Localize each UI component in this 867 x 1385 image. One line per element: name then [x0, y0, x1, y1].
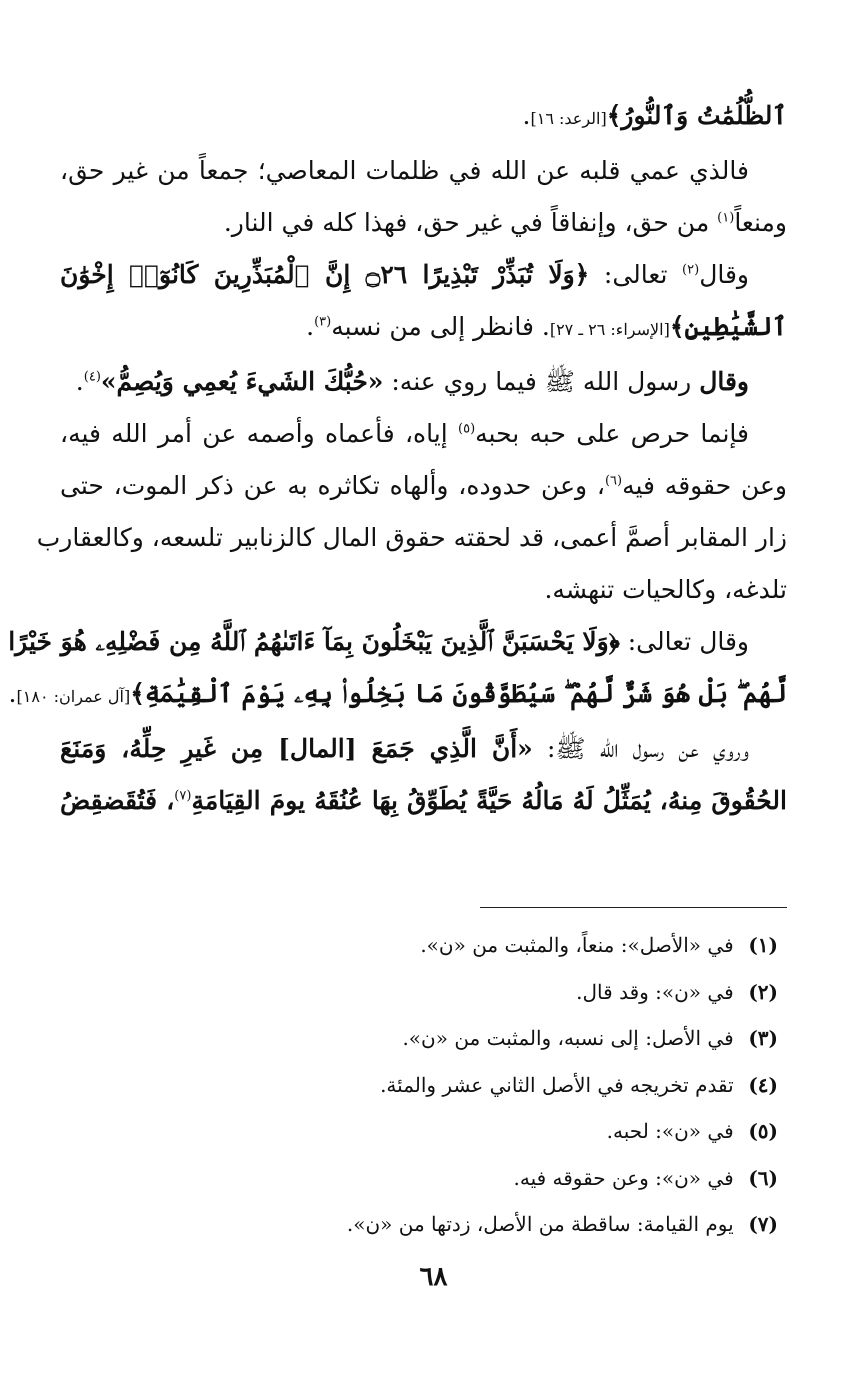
footnote-number: (٢) — [748, 979, 778, 1004]
quran-verse: ٱلشَّيَٰطِينِ﴾ — [669, 312, 787, 341]
footnote-marker: (٧) — [174, 788, 192, 804]
text-line — [60, 564, 787, 616]
footnote — [60, 1201, 778, 1248]
text-segment: وقال تعالى: — [619, 627, 749, 656]
footnote-number: (١) — [748, 933, 778, 957]
text-segment: من حق، وإنفاقاً في غير حق، فهذا كله في النار. — [223, 208, 718, 237]
text-line — [60, 356, 787, 408]
text-line — [60, 775, 787, 827]
footnote-number: (٧) — [748, 1212, 778, 1236]
text-line — [36, 512, 787, 564]
footnote-marker: (٣) — [314, 314, 332, 330]
footnote-text: يوم القيامة: ساقطة من الأصل، زدتها من «ن». — [346, 1212, 734, 1236]
footnote-text: في «ن»: لحبه. — [606, 1119, 734, 1143]
footnote — [60, 969, 778, 1016]
text-segment: «أَنَّ الَّذِي جَمَعَ [المال] مِن غَيرِ حِلِّهُ، وَمَنَعَ — [60, 734, 533, 763]
footnote-marker: (٦) — [604, 473, 623, 489]
text-line — [60, 460, 787, 512]
main-text — [8, 90, 787, 827]
text-segment: ومنعاً — [734, 208, 787, 237]
footnote — [60, 1015, 778, 1062]
footnote-number: (٣) — [748, 1026, 778, 1050]
page-number: ٦٨ — [419, 1262, 448, 1292]
verse-reference: [الإسراء: ٢٦ ـ ٢٧] — [549, 320, 670, 339]
text-segment: . — [306, 312, 315, 341]
footnote-marker: (٢) — [682, 262, 700, 278]
footnotes — [60, 922, 778, 1248]
text-segment: فالذي عمي قلبه عن الله في ظلمات المعاصي؛ جمعاً من غير حق، — [60, 156, 749, 185]
text-segment: ، فَتُقَضقِضُ — [60, 786, 175, 815]
text-segment: . — [8, 679, 17, 708]
footnote-marker: (١) — [717, 210, 735, 226]
text-segment: وقال — [699, 367, 749, 396]
footnote-text: في الأصل: إلى نسبه، والمثبت من «ن». — [402, 1026, 734, 1050]
text-line — [60, 145, 787, 197]
footnote — [60, 1062, 778, 1109]
quran-verse: ﴿وَلَا تُبَذِّرْ تَبْذِيرًا ۝٢٦ إِنَّ ٱلْمُبَذِّرِينَ كَانُوٓا۟ إِخْوَٰنَ — [60, 260, 590, 289]
text-line — [8, 616, 787, 668]
text-segment: الحُقُوقَ مِنهُ، يُمَثِّلُ لَهُ مَالُهُ حَيَّةً يُطَوِّقُ بِهَا عُنُقَهُ يومَ القِيَامَةِ — [191, 786, 787, 815]
footnote-divider — [480, 907, 787, 908]
text-line — [60, 723, 787, 775]
text-segment: زار المقابر أصمَّ أعمى، قد لحقته حقوق المال كالزنابير تلسعه، وكالعقارب — [36, 523, 787, 552]
text-segment: وعن حقوقه فيه — [622, 471, 787, 500]
text-line — [60, 90, 787, 145]
text-line — [60, 249, 787, 301]
verse-reference: [الرعد: ١٦] — [530, 109, 607, 128]
footnote-text: في «ن»: وقد قال. — [576, 979, 734, 1004]
text-segment: رسول الله ﷺ فيما روي عنه: — [383, 367, 700, 396]
text-segment: فإنما حرص على حبه بحبه — [475, 419, 749, 448]
footnote — [60, 1155, 778, 1202]
text-line — [60, 408, 787, 460]
text-segment: وروي عن رسول الله ﷺ: — [532, 734, 749, 763]
footnote-text: في «الأصل»: منعاً، والمثبت من «ن». — [420, 933, 734, 957]
text-line — [8, 668, 787, 723]
text-segment: «حُبُّكَ الشَيءَ يُعمِي وَيُصِمُّ» — [100, 367, 384, 396]
text-segment: وقال — [699, 260, 749, 289]
footnote-marker: (٥) — [458, 421, 476, 437]
text-segment: تلدغه، وكالحيات تنهشه. — [544, 575, 787, 604]
text-segment: . — [522, 101, 531, 130]
footnote-text: في «ن»: وعن حقوقه فيه. — [513, 1165, 734, 1190]
quran-verse: ٱلظُّلُمَٰتُ وَٱلنُّورُ﴾ — [606, 101, 787, 130]
verse-reference: [آل عمران: ١٨٠] — [16, 687, 131, 706]
footnote-marker: (٤) — [83, 369, 101, 385]
text-segment: . — [75, 367, 84, 396]
footnote — [60, 922, 778, 969]
footnote-text: تقدم تخريجه في الأصل الثاني عشر والمئة. — [380, 1072, 734, 1097]
quran-verse: ﴿وَلَا يَحْسَبَنَّ ٱلَّذِينَ يَبْخَلُونَ بِمَآ ءَاتَىٰهُمُ ٱللَّهُ مِن فَضْلِهِۦ هُوَ خَيْرًا — [8, 627, 620, 656]
text-segment: ، وعن حدوده، وألهاه تكاثره به عن ذكر الموت، حتى — [60, 471, 605, 500]
text-segment: إياه، فأعماه وأصمه عن أمر الله فيه، — [60, 419, 458, 448]
text-segment: . فانظر إلى من نسبه — [331, 312, 550, 341]
text-segment: تعالى: — [589, 260, 683, 289]
footnote-number: (٤) — [748, 1072, 778, 1097]
footnote-number: (٦) — [748, 1165, 778, 1190]
footnote — [60, 1108, 778, 1155]
footnote-number: (٥) — [748, 1119, 778, 1143]
text-line — [60, 197, 787, 249]
text-line — [60, 301, 787, 356]
quran-verse: لَّهُم ۖ بَلْ هُوَ شَرٌّ لَّهُمْ ۖ سَيُطَوَّقُونَ مَا بَخِلُوا۟ بِهِۦ يَوْمَ ٱلْقِيَٰمَةِ﴾ — [130, 679, 787, 708]
